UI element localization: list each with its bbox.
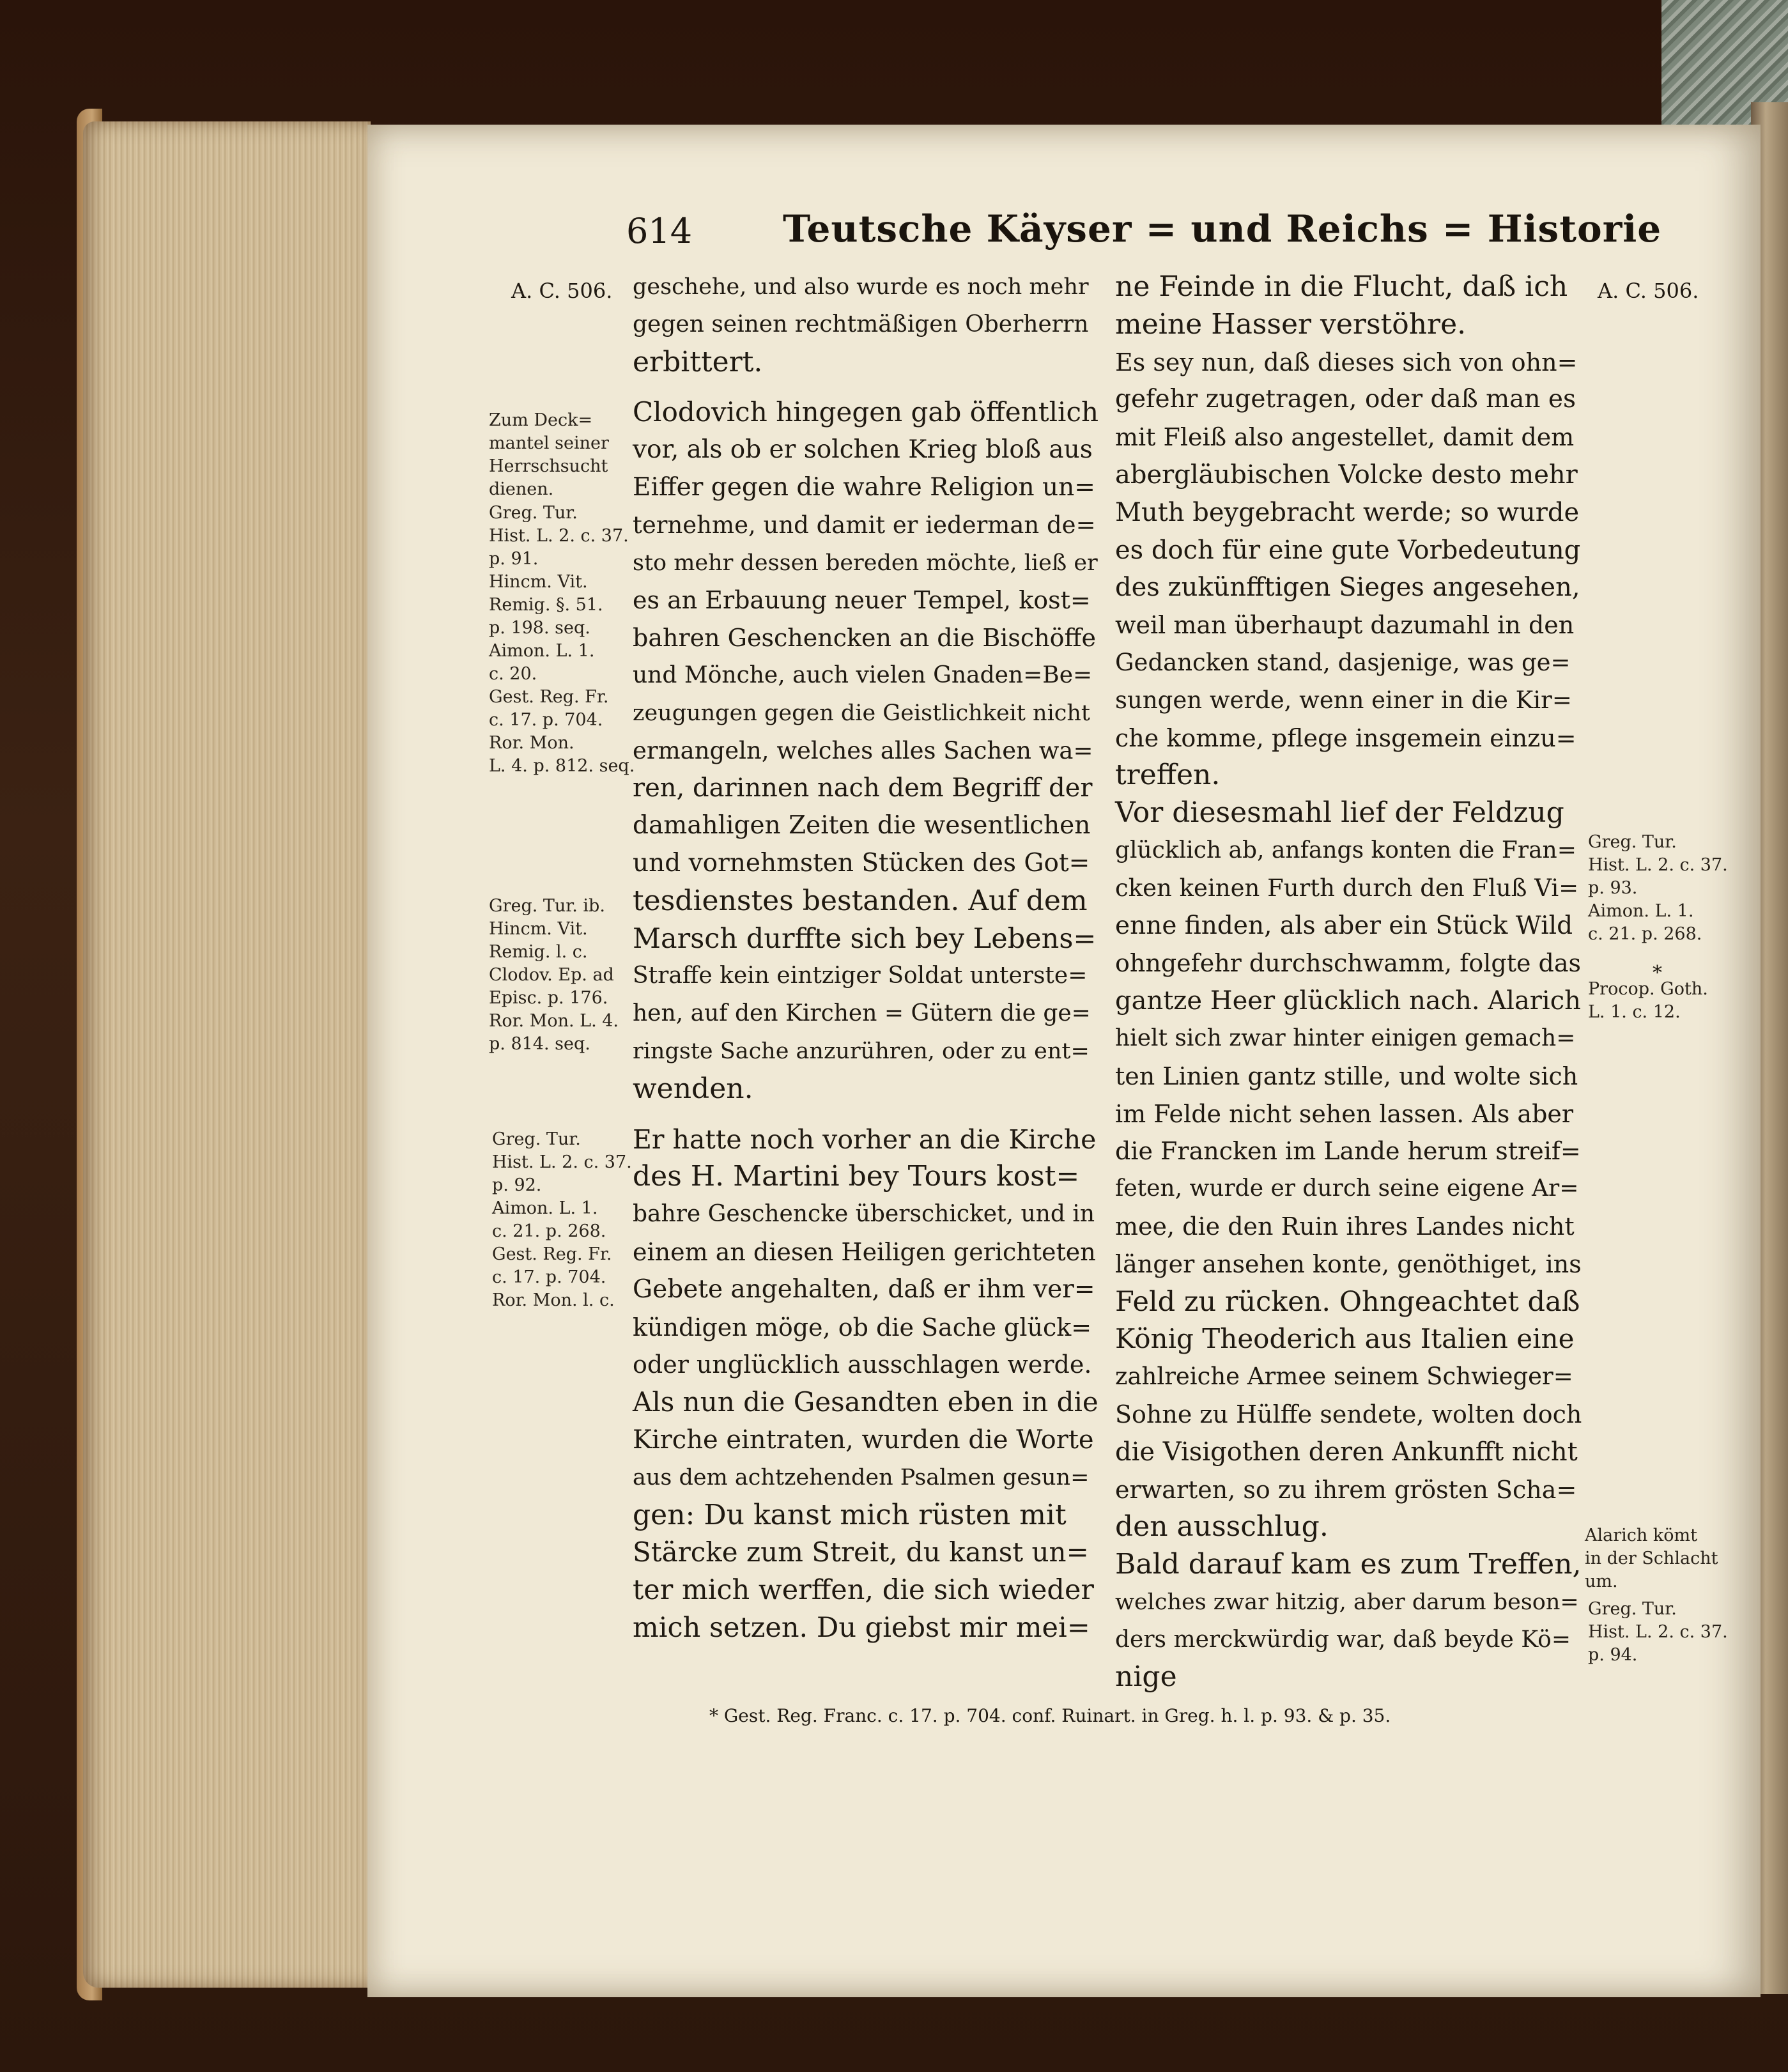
text-line: Stärcke zum Streit, du kanst un= [633,1536,1089,1568]
margin-ref-right-3 [1588,1598,1728,1667]
text-line: gefehr zugetragen, oder daß man es [1115,385,1576,414]
year-marker-left: A. C. 506. [511,279,613,303]
text-line: Es sey nun, daß dieses sich von ohn= [1115,348,1578,376]
text-line: mee, die den Ruin ihres Landes nicht [1115,1212,1575,1241]
margin-line: Clodov. Ep. ad [489,965,614,985]
text-line [633,1108,1099,1121]
margin-line: Hincm. Vit. [489,572,588,592]
text-line: des zukünfftigen Sieges angesehen, [1115,573,1580,603]
text-line: Eiffer gegen die wahre Religion un= [633,472,1095,502]
margin-line: c. 17. p. 704. [492,1267,606,1287]
text-line: es an Erbauung neuer Tempel, kost= [633,586,1091,615]
margin-line: Hist. L. 2. c. 37. [489,526,629,546]
text-line: hen, auf den Kirchen = Gütern die ge= [633,1000,1091,1027]
text-line: zeugungen gegen die Geistlichkeit nicht [633,700,1090,726]
text-line: sungen werde, wenn einer in die Kir= [1115,686,1572,714]
margin-line: L. 1. c. 12. [1588,1002,1681,1022]
text-column-left [633,268,1099,1647]
text-line: gen: Du kanst mich rüsten mit [633,1498,1067,1531]
margin-line: p. 93. [1588,878,1638,898]
text-line: die Francken im Lande herum streif= [1115,1137,1581,1166]
text-line: bahre Geschencke überschicket, und in [633,1201,1095,1228]
margin-line: Aimon. L. 1. [492,1198,598,1218]
margin-note-right-2 [1585,1524,1718,1593]
margin-line: Aimon. L. 1. [489,641,595,661]
text-line: Gebete angehalten, daß er ihm ver= [633,1274,1095,1304]
text-line: aus dem achtzehenden Psalmen gesun= [633,1464,1090,1490]
text-line: ten Linien gantz stille, und wolte sich [1115,1062,1578,1090]
text-line: cken keinen Furth durch den Fluß Vi= [1115,874,1579,902]
margin-line: Remig. §. 51. [489,595,603,615]
text-line: ne Feinde in die Flucht, daß ich [1115,270,1568,303]
text-line: geschehe, und also wurde es noch mehr [633,274,1089,300]
text-line: enne finden, als aber ein Stück Wild [1115,911,1573,940]
text-line: treffen. [1115,759,1221,792]
text-line: che komme, pflege insgemein einzu= [1115,723,1576,752]
margin-line: Gest. Reg. Fr. [492,1244,612,1264]
text-line: weil man überhaupt dazumahl in den [1115,611,1575,640]
margin-line: in der Schlacht [1585,1549,1718,1568]
text-line: nige [1115,1660,1177,1694]
text-line: ermangeln, welches alles Sachen wa= [633,736,1093,764]
margin-line: um. [1585,1572,1618,1591]
margin-line: L. 4. p. 812. seq. [489,756,635,776]
margin-line: Gest. Reg. Fr. [489,687,609,707]
year-marker-right: A. C. 506. [1598,279,1699,303]
text-line: kündigen möge, ob die Sache glück= [633,1313,1092,1341]
text-line: die Visigothen deren Ankunfft nicht [1115,1437,1578,1467]
margin-line: Hist. L. 2. c. 37. [1588,1622,1728,1642]
text-line [633,381,1099,394]
margin-ref-right-2 [1588,978,1708,1024]
margin-line: Greg. Tur. [1588,1599,1677,1619]
margin-line: Zum Deck= [489,410,593,430]
text-line: es doch für eine gute Vorbedeutung [1115,535,1581,565]
margin-ref-right-1 [1588,831,1728,946]
margin-line: Ror. Mon. L. 4. [489,1011,619,1031]
text-line: ringste Sache anzurühren, oder zu ent= [633,1038,1090,1064]
margin-line: dienen. [489,479,554,499]
text-line: im Felde nicht sehen lassen. Als aber [1115,1099,1574,1128]
margin-ref-left-2 [489,895,619,1056]
text-line: welches zwar hitzig, aber darum beson= [1115,1589,1579,1615]
margin-line: Hist. L. 2. c. 37. [492,1152,632,1172]
text-line: ter mich werffen, die sich wieder [633,1574,1094,1607]
margin-line: Greg. Tur. ib. [489,896,605,916]
footnote: * Gest. Reg. Franc. c. 17. p. 704. conf. Ruinart. in Greg. h. l. p. 93. & p. 35. [709,1705,1391,1726]
footnote-marker: * [1653,962,1662,984]
margin-line: Hincm. Vit. [489,919,588,939]
text-line: Er hatte noch vorher an die Kirche [633,1124,1097,1155]
margin-line: Greg. Tur. [1588,832,1677,852]
margin-line: Episc. p. 176. [489,988,608,1008]
text-line: und vornehmsten Stücken des Got= [633,848,1090,878]
text-line: sto mehr dessen bereden möchte, ließ er [633,550,1098,576]
text-line: glücklich ab, anfangs konten die Fran= [1115,837,1576,863]
text-line: gantze Heer glücklich nach. Alarich [1115,986,1581,1016]
text-line: tesdienstes bestanden. Auf dem [633,884,1088,917]
page-header [626,207,1662,268]
text-line: Als nun die Gesandten eben in die [633,1386,1098,1418]
margin-line: p. 91. [489,549,539,569]
text-line: oder unglücklich ausschlagen werde. [633,1350,1092,1379]
text-line: Clodovich hingegen gab öffentlich [633,396,1099,428]
text-line: erwarten, so zu ihrem grösten Scha= [1115,1475,1577,1504]
text-line: Feld zu rücken. Ohngeachtet daß [1115,1285,1580,1318]
text-line: Kirche eintraten, wurden die Worte [633,1425,1094,1455]
text-line: abergläubischen Volcke desto mehr [1115,460,1578,490]
margin-line: c. 21. p. 268. [492,1221,606,1241]
margin-line: Aimon. L. 1. [1588,901,1694,921]
margin-line: c. 17. p. 704. [489,710,603,730]
text-line: König Theoderich aus Italien eine [1115,1323,1575,1355]
margin-line: p. 94. [1588,1645,1638,1665]
text-line: Vor diesesmahl lief der Feldzug [1115,796,1564,830]
margin-note-left-1 [489,409,609,501]
text-line: mit Fleiß also angestellet, damit dem [1115,423,1575,452]
margin-line: Alarich kömt [1585,1526,1697,1545]
text-line: zahlreiche Armee seinem Schwieger= [1115,1363,1573,1391]
text-line: gegen seinen rechtmäßigen Oberherrn [633,311,1089,337]
margin-line: p. 198. seq. [489,618,590,638]
margin-line: Remig. l. c. [489,942,588,962]
text-line: vor, als ob er solchen Krieg bloß aus [633,435,1093,465]
text-line: den ausschlug. [1115,1510,1329,1543]
text-line: Bald darauf kam es zum Treffen, [1115,1548,1582,1581]
text-line: erbittert. [633,345,763,378]
margin-line: Procop. Goth. [1588,979,1708,999]
margin-line: Herrschsucht [489,456,608,476]
margin-line: Greg. Tur. [489,503,578,523]
margin-line: p. 92. [492,1175,542,1195]
text-line: hielt sich zwar hinter einigen gemach= [1115,1024,1576,1051]
margin-line: Ror. Mon. l. c. [492,1290,615,1310]
margin-line: c. 21. p. 268. [1588,924,1702,944]
text-line: bahren Geschencken an die Bischöffe [633,624,1097,653]
margin-line: Greg. Tur. [492,1129,581,1149]
page-number: 614 [626,211,693,251]
text-line: Straffe kein eintziger Soldat unterste= [633,963,1088,989]
text-line: wenden. [633,1072,753,1105]
text-line: und Mönche, auch vielen Gnaden=Be= [633,661,1093,688]
running-title: Teutsche Käyser = und Reichs = Historie [783,207,1662,251]
margin-line: c. 20. [489,664,537,684]
margin-line: Ror. Mon. [489,733,574,753]
text-line: meine Hasser verstöhre. [1115,307,1467,341]
text-line: länger ansehen konte, genöthiget, ins [1115,1249,1582,1278]
margin-ref-left-1 [489,502,635,778]
text-line: ternehme, und damit er iederman de= [633,511,1096,539]
text-line: ohngefehr durchschwamm, folgte das [1115,949,1582,978]
text-line: feten, wurde er durch seine eigene Ar= [1115,1175,1579,1202]
text-line: des H. Martini bey Tours kost= [633,1160,1080,1193]
margin-line: Hist. L. 2. c. 37. [1588,855,1728,875]
margin-ref-left-3 [492,1128,632,1312]
text-line: damahligen Zeiten die wesentlichen [633,811,1091,840]
text-line: Marsch durffte sich bey Lebens= [633,922,1097,955]
margin-line: mantel seiner [489,433,609,453]
text-line: mich setzen. Du giebst mir mei= [633,1611,1090,1644]
text-line: einem an diesen Heiligen gerichteten [633,1237,1096,1266]
margin-line: p. 814. seq. [489,1034,590,1054]
text-line: Muth beygebracht werde; so wurde [1115,497,1580,527]
text-column-right [1115,268,1582,1696]
text-line: ders merckwürdig war, daß beyde Kö= [1115,1626,1571,1653]
text-line: ren, darinnen nach dem Begriff der [633,773,1093,803]
page-block-edge [83,121,371,1988]
text-line: Sohne zu Hülffe sendete, wolten doch [1115,1400,1582,1428]
text-line: Gedancken stand, dasjenige, was ge= [1115,648,1571,676]
